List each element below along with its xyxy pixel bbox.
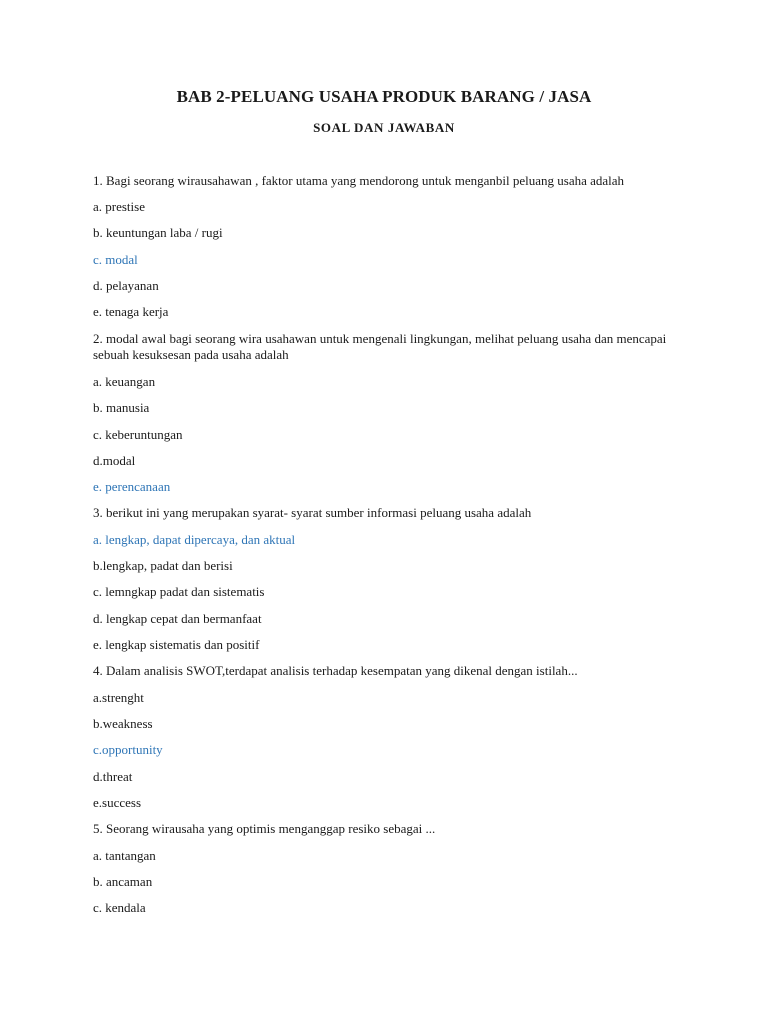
- q3-option-c: c. lemngkap padat dan sistematis: [93, 584, 265, 599]
- q3-option-e: e. lengkap sistematis dan positif: [93, 637, 260, 652]
- q1-option-d: d. pelayanan: [93, 278, 159, 293]
- q4-option-d: d.threat: [93, 769, 133, 784]
- q1-option-b: b. keuntungan laba / rugi: [93, 225, 223, 240]
- q3-option-a-answer: a. lengkap, dapat dipercaya, dan aktual: [93, 532, 296, 547]
- document-subtitle: SOAL DAN JAWABAN: [313, 120, 455, 135]
- q5-option-c: c. kendala: [93, 900, 146, 915]
- q4-option-a: a.strenght: [93, 690, 144, 705]
- q2-option-e-answer: e. perencanaan: [93, 479, 171, 494]
- q3-option-b: b.lengkap, padat dan berisi: [93, 558, 233, 573]
- q5-option-b: b. ancaman: [93, 874, 153, 889]
- question-4: 4. Dalam analisis SWOT,terdapat analisis terhadap kesempatan yang dikenal dengan istilah...: [93, 663, 578, 678]
- document-title: BAB 2-PELUANG USAHA PRODUK BARANG / JASA: [176, 87, 592, 106]
- q1-option-a: a. prestise: [93, 199, 145, 214]
- q2-option-d: d.modal: [93, 453, 136, 468]
- q2-option-a: a. keuangan: [93, 374, 156, 389]
- q1-option-e: e. tenaga kerja: [93, 304, 169, 319]
- question-2: 2. modal awal bagi seorang wira usahawan untuk mengenali lingkungan, melihat peluang usaha dan mencapai sebuah kesuksesan pada usaha adalah: [93, 331, 667, 362]
- q4-option-c-answer: c.opportunity: [93, 742, 163, 757]
- q4-option-b: b.weakness: [93, 716, 153, 731]
- q3-option-d: d. lengkap cepat dan bermanfaat: [93, 611, 262, 626]
- question-3: 3. berikut ini yang merupakan syarat- syarat sumber informasi peluang usaha adalah: [93, 505, 532, 520]
- q2-option-c: c. keberuntungan: [93, 427, 183, 442]
- question-1: 1. Bagi seorang wirausahawan , faktor utama yang mendorong untuk menganbil peluang usaha adalah: [93, 173, 625, 188]
- q2-option-b: b. manusia: [93, 400, 150, 415]
- q4-option-e: e.success: [93, 795, 142, 810]
- question-5: 5. Seorang wirausaha yang optimis menganggap resiko sebagai ...: [93, 821, 436, 836]
- q1-option-c-answer: c. modal: [93, 252, 138, 267]
- q5-option-a: a. tantangan: [93, 848, 156, 863]
